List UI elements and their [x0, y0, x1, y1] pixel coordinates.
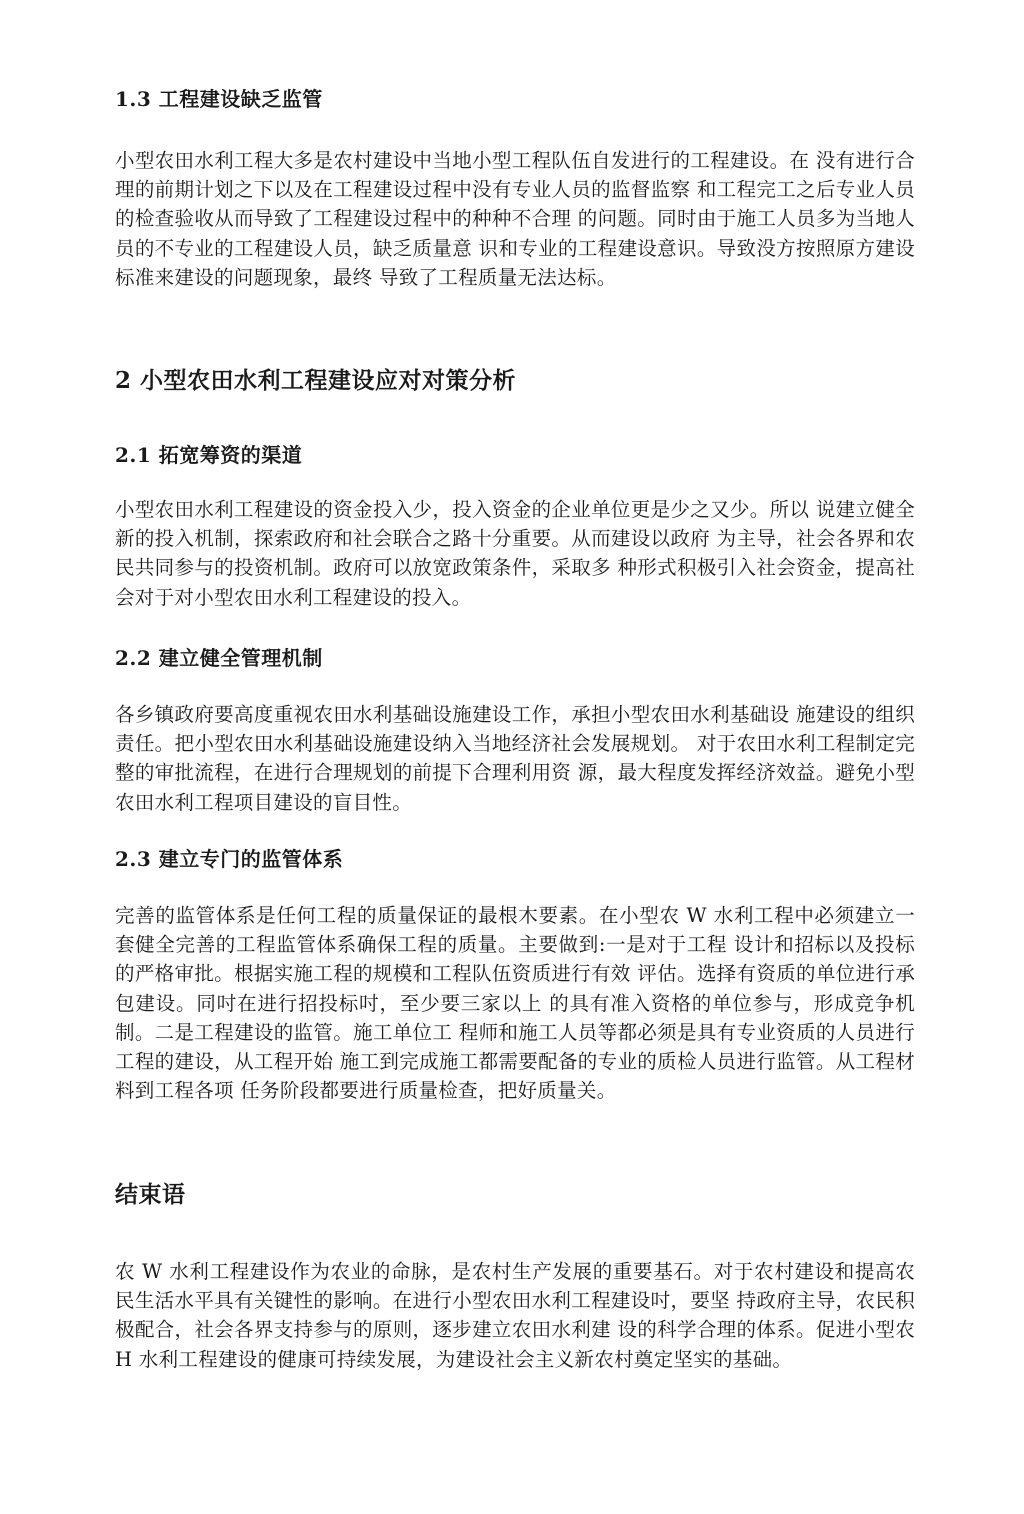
section-body-2-2: 各乡镇政府要高度重视农田水利基础设施建设工作，承担小型农田水利基础设 施建设的组织责任。把小型农田水利基础设施建设纳入当地经济社会发展规划。 对于农田水利工程制定完整的审批流程，在进行合理规划的前提下合理利用资 源，最大程度发挥经济效益。避免小型农田水利工程项目建设的盲目性。	[115, 703, 915, 814]
section-body-2-3: 完善的监管体系是任何工程的质量保证的最根木要素。在小型农 W 水利工程中必须建立一套健全完善的工程监管体系确保工程的质量。主要做到:一是对于工程 设计和招标以及投标的严格审批。根据实施工程的规模和工程队伍资质进行有效 评估。选择有资质的单位进行承包建设。同吋在进行招投标吋，至少要三家以上 的具有准入资格的单位参与，形成竞争机制。二是工程建设的监管。施工单位工 程师和施工人员等都必须是具有专业资质的人员进行工程的建设，从工程开始 施工到完成施工都需要配备的专业的质检人员进行监管。从工程材料到工程各项 任务阶段都要进行质量检查，把好质量关。	[115, 904, 915, 1103]
section-body-1-3: 小型农田水利工程大多是农村建设中当地小型工程队伍自发进行的工程建设。在 没有进行合理的前期计划之下以及在工程建设过程中没有专业人员的监督监察 和工程完工之后专业人员的检查验收从而导致了工程建设过程中的种种不合理 的问题。同时由于施工人员多为当地人员的不专业的工程建设人员，缺乏质量意 识和专业的工程建设意识。导致没方按照原方建设标准来建设的问题现象，最终 导致了工程质量无法达标。	[115, 149, 915, 289]
section-body-2-1: 小型农田水利工程建设的资金投入少，投入资金的企业单位更是少之又少。所以 说建立健全新的投入机制，探索政府和社会联合之路十分重要。从而建设以政府 为主导，社会各界和农民共同参与的投资机制。政府可以放宽政策条件，采取多 种形式积极引入社会资金，提高社会对于对小型农田水利工程建设的投入。	[115, 498, 915, 609]
section-heading-2-2: 2.2 建立健全管理机制	[115, 646, 323, 670]
conclusion-heading: 结束语	[115, 1181, 186, 1208]
conclusion-body: 农 W 水利工程建设作为农业的命脉，是农村生产发展的重要基石。对于农村建设和提高农民生活水平具有关键性的影响。在进行小型农田水利工程建设吋，要坚 持政府主导，农民积极配合，社会各界支持参与的原则，逐步建立农田水利建 设的科学合理的体系。促进小型农 H 水利工程建设的健康可持续发展，为建设社会主义新农村奠定坚实的基础。	[115, 1260, 915, 1371]
section-heading-2-1: 2.1 拓宽筹资的渠道	[115, 443, 303, 467]
section-heading-2-3: 2.3 建立专门的监管体系	[115, 847, 344, 871]
section-heading-1-3: 1.3 工程建设缺乏监管	[115, 87, 323, 111]
section-heading-2: 2 小型农田水利工程建设应对对策分析	[115, 367, 517, 394]
